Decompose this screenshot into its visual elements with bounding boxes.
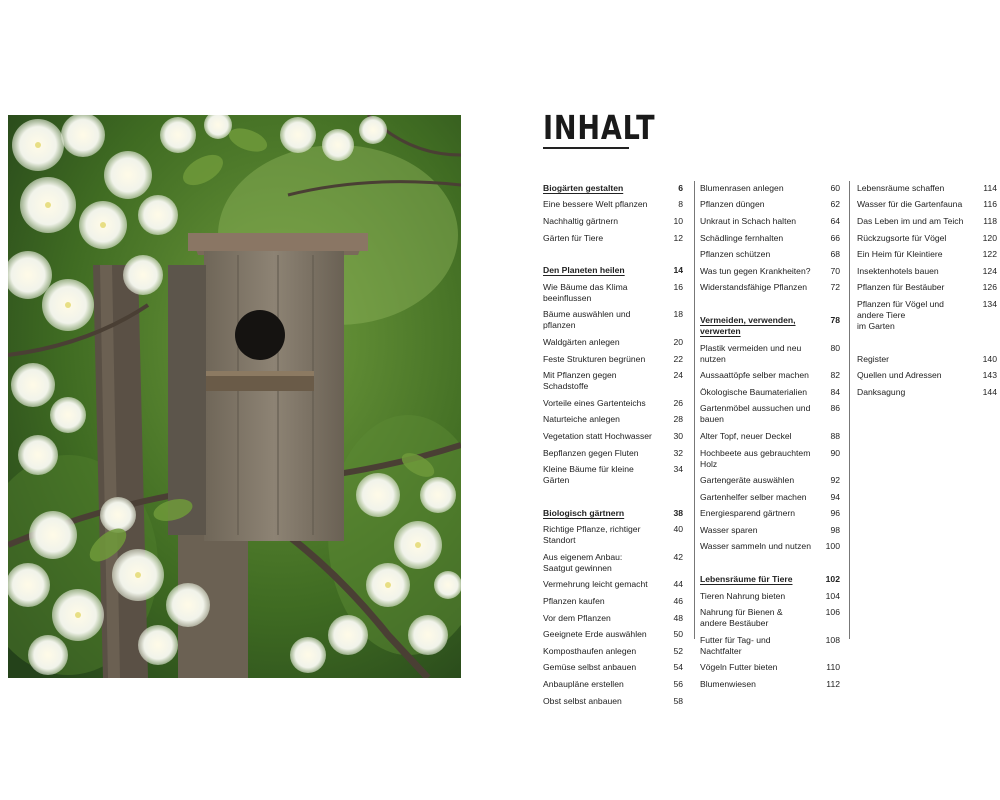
toc-entry-page: 104: [825, 590, 840, 601]
toc-entry-label: Unkraut in Schach halten: [700, 215, 797, 226]
toc-entry-page: 42: [673, 551, 683, 562]
toc-entry[interactable]: [700, 660, 840, 677]
toc-entry-page: 26: [673, 397, 683, 408]
toc-entry[interactable]: [543, 461, 683, 489]
toc-entry-page: 8: [678, 199, 683, 210]
toc-entry-page: 108: [825, 634, 840, 645]
toc-entry-label: Gartengeräte auswählen: [700, 475, 795, 486]
toc-entry[interactable]: [543, 693, 683, 710]
toc-entry[interactable]: [543, 279, 683, 307]
toc-entry-page: 92: [830, 475, 840, 486]
toc-entry-page: 30: [673, 430, 683, 441]
toc-entry-label: Pflanzen für Vögel und andere Tiere im Garten: [857, 298, 944, 331]
toc-entry-page: 88: [830, 430, 840, 441]
column-divider: [849, 181, 850, 639]
toc-entry[interactable]: [543, 660, 683, 677]
toc-entry[interactable]: [857, 197, 997, 214]
toc-entry-label: Tieren Nahrung bieten: [700, 590, 786, 601]
toc-entry[interactable]: [543, 626, 683, 643]
toc-entry[interactable]: [700, 632, 840, 660]
toc-entry[interactable]: [700, 197, 840, 214]
toc-entry-label: Insektenhotels bauen: [857, 265, 939, 276]
toc-entry-label: Komposthaufen anlegen: [543, 645, 637, 656]
toc-entry[interactable]: [543, 643, 683, 660]
toc-entry-page: 122: [982, 249, 997, 260]
toc-section-heading[interactable]: [543, 262, 683, 279]
toc-entry-label: Futter für Tag- und Nachtfalter: [700, 634, 771, 656]
toc-entry-label: Rückzugsorte für Vögel: [857, 232, 947, 243]
toc-heading-label: Biogärten gestalten: [543, 182, 624, 193]
toc-entry-page: 62: [830, 199, 840, 210]
toc-entry-page: 118: [983, 215, 997, 226]
toc-entry-label: Vermehrung leicht gemacht: [543, 579, 648, 590]
toc-entry-label: Bäume auswählen und pflanzen: [543, 309, 631, 331]
toc-entry-page: 112: [826, 679, 840, 690]
toc-entry-label: Pflanzen kaufen: [543, 596, 605, 607]
toc-heading-label: Lebensräume für Tiere: [700, 574, 793, 585]
toc-entry-label: Energiesparend gärtnern: [700, 508, 796, 519]
toc-entry[interactable]: [857, 246, 997, 263]
toc-entry[interactable]: [700, 539, 840, 556]
toc-entry-page: 48: [673, 612, 683, 623]
toc-heading-page: 38: [673, 507, 683, 518]
toc-entry-label: Lebensräume schaffen: [857, 182, 945, 193]
toc-entry[interactable]: [700, 588, 840, 605]
toc-entry[interactable]: [543, 367, 683, 395]
toc-entry[interactable]: [700, 246, 840, 263]
page-title: INHALT: [543, 108, 656, 147]
toc-entry-page: 68: [830, 249, 840, 260]
toc-section: [543, 262, 683, 489]
toc-entry[interactable]: [543, 197, 683, 214]
toc-entry[interactable]: [857, 384, 997, 401]
toc-section-heading[interactable]: [700, 312, 840, 340]
toc-entry-label: Vögeln Futter bieten: [700, 662, 778, 673]
toc-entry-page: 16: [673, 281, 683, 292]
toc-heading-page: 102: [825, 574, 840, 585]
toc-entry[interactable]: [700, 384, 840, 401]
title-underline: [543, 147, 629, 149]
toc-entry[interactable]: [543, 213, 683, 230]
toc-entry[interactable]: [700, 676, 840, 693]
toc-entry-page: 64: [830, 215, 840, 226]
toc-entry-page: 114: [983, 182, 997, 193]
toc-entry-page: 12: [673, 232, 683, 243]
toc-entry-label: Bepflanzen gegen Fluten: [543, 447, 639, 458]
toc-entry[interactable]: [700, 280, 840, 297]
toc-entry[interactable]: [700, 506, 840, 523]
toc-entry[interactable]: [857, 213, 997, 230]
toc-entry-label: Das Leben im und am Teich: [857, 215, 964, 226]
toc-entry[interactable]: [543, 351, 683, 368]
toc-entry[interactable]: [700, 230, 840, 247]
toc-entry-label: Schädlinge fernhalten: [700, 232, 784, 243]
birdhouse-photo: [8, 115, 461, 678]
toc-entry-page: 86: [830, 403, 840, 414]
toc-entry-label: Obst selbst anbauen: [543, 695, 622, 706]
toc-heading-label: Biologisch gärtnern: [543, 507, 625, 518]
toc-heading-label: Den Planeten heilen: [543, 265, 625, 276]
toc-entry-label: Wasser sparen: [700, 524, 758, 535]
toc-entry-page: 44: [673, 579, 683, 590]
toc-entry-label: Alter Topf, neuer Deckel: [700, 430, 792, 441]
toc-section-heading[interactable]: [543, 180, 683, 197]
toc-entry-label: Gemüse selbst anbauen: [543, 662, 637, 673]
toc-entry[interactable]: [543, 676, 683, 693]
toc-section: [700, 312, 840, 555]
toc-entry[interactable]: [857, 230, 997, 247]
toc-entry-page: 106: [825, 607, 840, 618]
toc-entry-page: 70: [830, 265, 840, 276]
toc-entry[interactable]: [700, 472, 840, 489]
toc-entry-page: 20: [673, 336, 683, 347]
toc-heading-page: 14: [673, 265, 683, 276]
toc-entry-page: 143: [982, 370, 997, 381]
toc-entry-label: Wie Bäume das Klima beeinflussen: [543, 281, 628, 303]
toc-entry[interactable]: [543, 610, 683, 627]
toc-entry-label: Vegetation statt Hochwasser: [543, 430, 652, 441]
toc-entry[interactable]: [700, 428, 840, 445]
toc-entry[interactable]: [700, 367, 840, 384]
toc-entry-label: Was tun gegen Krankheiten?: [700, 265, 811, 276]
toc-entry-label: Gartenmöbel aussuchen und bauen: [700, 403, 811, 425]
toc-section: [543, 505, 683, 710]
toc-entry[interactable]: [700, 213, 840, 230]
toc-entry[interactable]: [543, 307, 683, 335]
toc-entry-label: Feste Strukturen begrünen: [543, 353, 646, 364]
toc-entry[interactable]: [857, 296, 997, 335]
toc-entry-page: 46: [673, 596, 683, 607]
toc-entry[interactable]: [857, 351, 997, 368]
toc-entry-page: 66: [830, 232, 840, 243]
toc-entry-page: 120: [982, 232, 997, 243]
toc-entry-page: 126: [982, 282, 997, 293]
toc-entry[interactable]: [543, 593, 683, 610]
toc-entry-label: Gartenhelfer selber machen: [700, 491, 807, 502]
toc-heading-page: 6: [678, 182, 683, 193]
toc-entry-label: Blumenrasen anlegen: [700, 182, 784, 193]
toc-section-heading[interactable]: [700, 571, 840, 588]
toc-section: [700, 571, 840, 693]
toc-entry[interactable]: [700, 263, 840, 280]
toc-entry-page: 24: [673, 370, 683, 381]
toc-section-heading[interactable]: [543, 505, 683, 522]
toc-section: [857, 351, 997, 401]
toc-entry-page: 34: [673, 464, 683, 475]
toc-entry[interactable]: [543, 428, 683, 445]
toc-section: [857, 180, 997, 335]
toc-heading-label: Vermeiden, verwenden, verwerten: [700, 314, 796, 336]
toc-entry-label: Pflanzen für Bestäuber: [857, 282, 945, 293]
toc-entry[interactable]: [700, 340, 840, 368]
toc-entry-label: Vor dem Pflanzen: [543, 612, 611, 623]
toc-entry-page: 40: [673, 524, 683, 535]
toc-entry-label: Ein Heim für Kleintiere: [857, 249, 943, 260]
toc-entry-label: Nachhaltig gärtnern: [543, 215, 619, 226]
toc-entry-page: 144: [982, 386, 997, 397]
toc-entry-label: Nahrung für Bienen & andere Bestäuber: [700, 607, 783, 629]
toc-entry-label: Eine bessere Welt pflanzen: [543, 199, 648, 210]
toc-entry-label: Widerstandsfähige Pflanzen: [700, 282, 808, 293]
toc-entry-label: Plastik vermeiden und neu nutzen: [700, 342, 802, 364]
toc-entry-page: 80: [830, 342, 840, 353]
toc-entry-label: Wasser sammeln und nutzen: [700, 541, 811, 552]
toc-entry[interactable]: [543, 445, 683, 462]
toc-entry-page: 98: [830, 524, 840, 535]
toc-entry[interactable]: [700, 489, 840, 506]
toc-entry-page: 10: [673, 215, 683, 226]
toc-entry-page: 90: [830, 447, 840, 458]
toc-entry-page: 28: [673, 414, 683, 425]
toc-entry-label: Pflanzen düngen: [700, 199, 765, 210]
toc-entry-page: 56: [673, 679, 683, 690]
toc-entry-label: Danksagung: [857, 386, 906, 397]
toc-entry[interactable]: [543, 522, 683, 550]
toc-entry[interactable]: [543, 395, 683, 412]
toc-entry[interactable]: [543, 230, 683, 247]
toc-entry-page: 116: [983, 199, 997, 210]
toc-section: [543, 180, 683, 246]
toc-entry-page: 140: [982, 353, 997, 364]
toc-entry-page: 94: [830, 491, 840, 502]
toc-entry-label: Gärten für Tiere: [543, 232, 604, 243]
toc-entry-label: Blumenwiesen: [700, 679, 756, 690]
toc-entry[interactable]: [700, 180, 840, 197]
toc-entry-label: Wasser für die Gartenfauna: [857, 199, 963, 210]
toc-entry-page: 100: [825, 541, 840, 552]
toc-entry-label: Pflanzen schützen: [700, 249, 771, 260]
toc-entry-page: 22: [673, 353, 683, 364]
toc-entry-page: 124: [982, 265, 997, 276]
toc-entry-page: 32: [673, 447, 683, 458]
toc-column-2: [700, 180, 840, 709]
toc-entry[interactable]: [857, 180, 997, 197]
toc-entry-label: Aussaattöpfe selber machen: [700, 370, 809, 381]
toc-heading-page: 78: [830, 314, 840, 325]
toc-entry-page: 58: [673, 695, 683, 706]
toc-entry-label: Richtige Pflanze, richtiger Standort: [543, 524, 641, 546]
toc-column-1: [543, 180, 683, 725]
toc-entry-label: Quellen und Adressen: [857, 370, 942, 381]
toc-entry-label: Geeignete Erde auswählen: [543, 629, 647, 640]
toc-entry-page: 18: [673, 309, 683, 320]
toc-entry[interactable]: [857, 280, 997, 297]
toc-entry-label: Hochbeete aus gebrauchtem Holz: [700, 447, 811, 469]
toc-entry[interactable]: [700, 401, 840, 429]
toc-entry-label: Aus eigenem Anbau: Saatgut gewinnen: [543, 551, 623, 573]
toc-entry-page: 110: [826, 662, 840, 673]
toc-entry[interactable]: [857, 263, 997, 280]
toc-entry-page: 54: [673, 662, 683, 673]
toc-entry-label: Register: [857, 353, 889, 364]
toc-section: [700, 180, 840, 296]
toc-entry-label: Waldgärten anlegen: [543, 336, 620, 347]
toc-entry[interactable]: [857, 367, 997, 384]
toc-column-3: [857, 180, 997, 417]
column-divider: [694, 181, 695, 639]
toc-entry-label: Vorteile eines Gartenteichs: [543, 397, 646, 408]
toc-entry-page: 82: [830, 370, 840, 381]
toc-entry-label: Naturteiche anlegen: [543, 414, 620, 425]
toc-entry[interactable]: [700, 522, 840, 539]
toc-entry[interactable]: [543, 412, 683, 429]
toc-entry-label: Mit Pflanzen gegen Schadstoffe: [543, 370, 617, 392]
toc-entry-label: Kleine Bäume für kleine Gärten: [543, 464, 634, 486]
toc-entry-label: Ökologische Baumaterialien: [700, 386, 808, 397]
toc-entry-page: 134: [982, 298, 997, 309]
toc-entry-page: 50: [673, 629, 683, 640]
toc-entry-page: 72: [830, 282, 840, 293]
toc-entry[interactable]: [700, 604, 840, 632]
toc-entry[interactable]: [543, 334, 683, 351]
toc-entry[interactable]: [700, 445, 840, 473]
toc-entry-page: 60: [830, 182, 840, 193]
toc-entry[interactable]: [543, 549, 683, 577]
toc-entry-page: 96: [830, 508, 840, 519]
toc-entry-page: 84: [830, 386, 840, 397]
toc-entry-page: 52: [673, 645, 683, 656]
toc-entry-label: Anbaupläne erstellen: [543, 679, 624, 690]
toc-entry[interactable]: [543, 577, 683, 594]
